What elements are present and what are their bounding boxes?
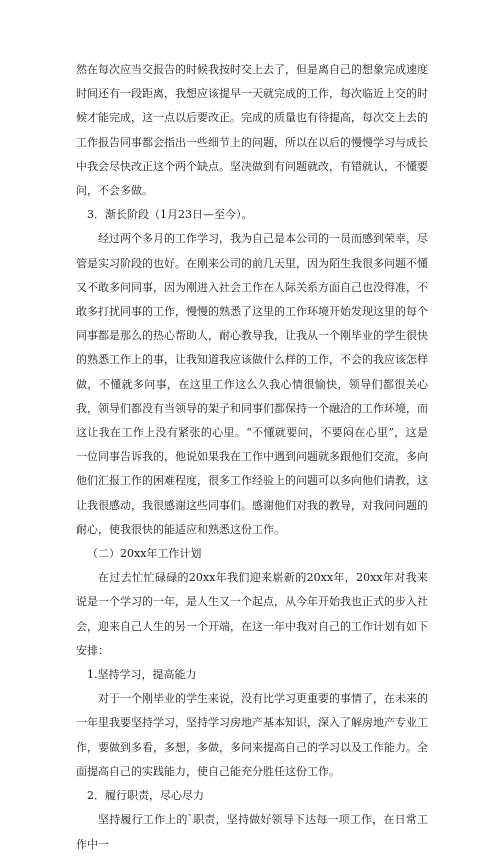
paragraph-work-plan-intro: 在过去忙忙碌碌的20xx年我们迎来崭新的20xx年，20xx年对我来说是一个学习的一年，是人生又一个起点，从今年开始我也正式的步入社会，迎来自己人生的另一个开端，在这一年中我对自己的工作计划有如下安排： [76,571,428,657]
paragraph-keep-learning: 对于一个刚毕业的学生来说，没有比学习更重要的事情了，在未来的一年里我要坚持学习，坚持学习房地产基本知识，深入了解房地产专业工作，要做到多看，多想，多做，多问来提高自己的学习以及工作能力。全面提高自己的实践能力，使自己能充分胜任这份工作。 [76,692,428,778]
paragraph-fulfill-duties: 坚持履行工作上的`职责，坚持做好领导下达每一项工作，在日常工作中一 [76,813,428,851]
subheading-fulfill-duties: 2．履行职责，尽心尽力 [87,789,204,803]
document-page [76,58,428,857]
section-heading-work-plan: （二）20xx年工作计划 [87,547,202,561]
paragraph-intro: 然在每次应当交报告的时候我按时交上去了，但是离自己的想象完成速度时间还有一段距离，我想应该提早一天就完成的工作，每次临近上交的时候才能完成，这一点以后要改正。完成的质量也有待提高，每次交上去的工作报告同事都会指出一些细节上的问题，所以在以后的慢慢学习与成长中我会尽快改正这个两个缺点。坚决做到有问题就改，有错就认，不懂要问，不会多做。 [76,63,428,198]
paragraph-growth-stage: 经过两个多月的工作学习，我为自己是本公司的一员而感到荣幸，尽管是实习阶段的也好。在刚来公司的前几天里，因为陌生我很多问题不懂又不敢多问同事，因为刚进入社会工作在人际关系方面自己也没得准，不敢多打扰同事的工作，慢慢的熟悉了这里的工作环境开始发现这里的每个同事都是那么的热心帮助人，耐心教导我，让我从一个刚毕业的学生很快的熟悉工作上的事，让我知道我应该做什么样的工作，不会的我应该怎样做，不懂就多问事，在这里工作这么久我心情很愉快，领导们都很关心我，领导们都没有当领导的架子和同事们都保持一个融洽的工作环境，而这让我在工作上没有紧张的心里。“不懂就要问，不要闷在心里”，这是一位同事告诉我的，他说如果我在工作中遇到问题就多跟他们交流，多向他们汇报工作的困难程度，很多工作经验上的问题可以多向他们请教，这让我很感动，我很感谢这些同事们。感谢他们对我的教导，对我问问题的耐心，使我很快的能适应和熟悉这份工作。 [76,232,428,536]
section-heading-growth-stage: 3．渐长阶段（1月23日—至今）。 [87,208,253,222]
subheading-keep-learning: 1.坚持学习，提高能力 [87,668,197,682]
